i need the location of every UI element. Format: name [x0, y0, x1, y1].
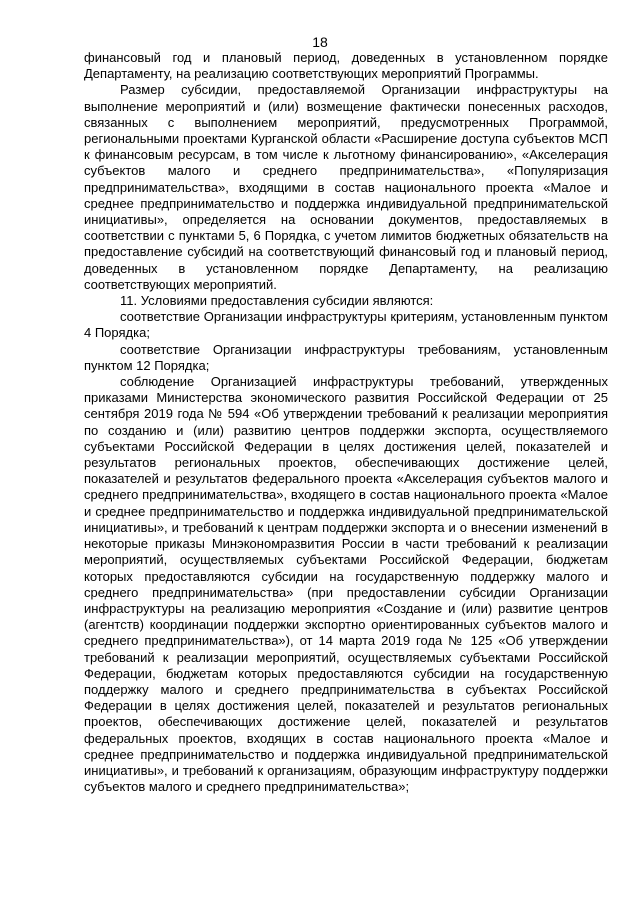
paragraph-conditions-heading: 11. Условиями предоставления субсидии являются: — [120, 293, 434, 309]
document-body — [84, 50, 608, 795]
page-number: 18 — [312, 34, 328, 50]
paragraph-orders-compliance: соблюдение Организацией инфраструктуры требований, утвержденных приказами Министерства экономического развития Российской Федерации от 25 сентября 2019 года № 594 «Об утверждении требований к реализации мероприятия по созданию и (или) развитию центров поддержки экспорта, осуществляемого субъектами Российской Федерации в целях достижения целей, показателей и результатов региональных проектов, обеспечивающих достижение целей, показателей и результатов федерального проекта «Акселерация субъектов малого и среднего предпринимательства», входящего в состав национального проекта «Малое и среднее предпринимательство и поддержка индивидуальной предпринимательской инициативы», и требований к центрам поддержки экспорта и о внесении изменений в некоторые приказы Минэкономразвития России в части требований к реализации мероприятий, осуществляемых субъектами Российской Федерации, бюджетам которых предоставляются субсидии на государственную поддержку малого и среднего предпринимательства» (при предоставлении субсидии Организации инфраструктуры на реализацию мероприятия «Создание и (или) развитие центров (агентств) координации поддержки экспортно ориентированных субъектов малого и среднего предпринимательства»), от 14 марта 2019 года № 125 «Об утверждении требований к реализации мероприятий, осуществляемых субъектами Российской Федерации, бюджетам которых предоставляются субсидии на государственную поддержку малого и среднего предпринимательства в субъектах Российской Федерации в целях достижения целей, показателей и результатов региональных проектов, обеспечивающих достижение целей, показателей и результатов федеральных проектов, входящих в состав национального проекта «Малое и среднее предпринимательство и поддержка индивидуальной предпринимательской инициативы», и требований к организациям, образующим инфраструктуру поддержки субъектов малого и среднего предпринимательства»; — [84, 374, 608, 795]
paragraph-requirements-compliance: соответствие Организации инфраструктуры требованиям, установленным пунктом 12 Порядка; — [84, 341, 608, 373]
paragraph-subsidy-size: Размер субсидии, предоставляемой Организации инфраструктуры на выполнение мероприятий и (или) возмещение фактически понесенных расходов, связанных с выполнением мероприятий, предусмотренных Программой, региональными проектами Курганской области «Расширение доступа субъектов МСП к финансовым ресурсам, в том числе к льготному финансированию», «Акселерация субъектов малого и среднего предпринимательства», «Популяризация предпринимательства», входящими в состав национального проекта «Малое и среднее предпринимательство и поддержка индивидуальной предпринимательской инициативы», определяется на основании документов, предоставляемых в соответствии с пунктами 5, 6 Порядка, с учетом лимитов бюджетных обязательств на предоставление субсидий на соответствующий финансовый год и плановый период, доведенных в установленном порядке Департаменту, на реализацию соответствующих мероприятий. — [84, 82, 608, 292]
paragraph-criteria-compliance: соответствие Организации инфраструктуры критериям, установленным пунктом 4 Порядка; — [84, 309, 608, 341]
paragraph-continuation: финансовый год и плановый период, доведенных в установленном порядке Департаменту, на реализацию соответствующих мероприятий Программы. — [84, 50, 608, 82]
